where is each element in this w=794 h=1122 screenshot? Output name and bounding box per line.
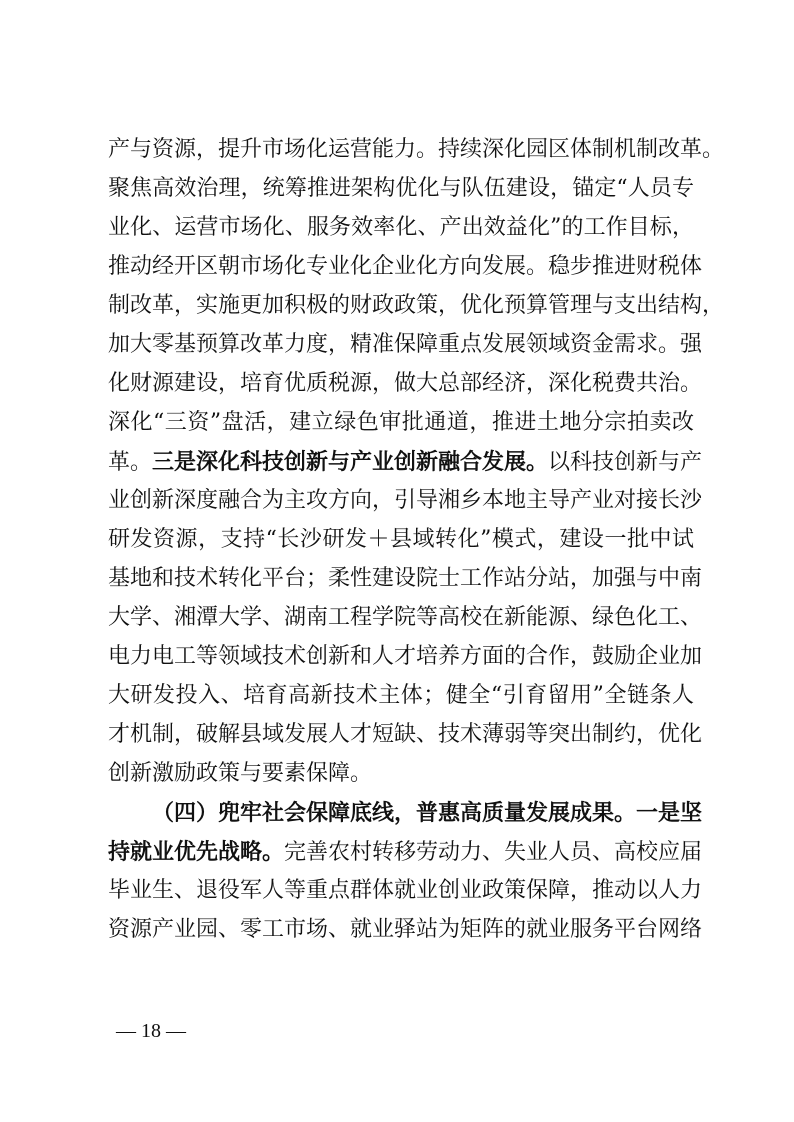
text-run: 创新激励政策与要素保障。 xyxy=(108,761,373,786)
text-run: 聚焦高效治理，统筹推进架构优化与队伍建设，锚定“人员专 xyxy=(108,176,694,201)
text-line xyxy=(108,527,694,553)
text-run: 研发资源，支持“长沙研发＋县域转化”模式，建设一批中试 xyxy=(108,527,694,552)
text-run: 才机制，破解县域发展人才短缺、技术薄弱等突出制约，优化 xyxy=(108,722,703,747)
text-run: 毕业生、退役军人等重点群体就业创业政策保障，推动以人力 xyxy=(108,878,703,903)
text-line xyxy=(108,644,703,670)
text-run: 电力电工等领域技术创新和人才培养方面的合作，鼓励企业加 xyxy=(108,644,703,669)
text-line xyxy=(108,293,725,319)
text-run: 大学、湘潭大学、湖南工程学院等高校在新能源、绿色化工、 xyxy=(108,605,703,630)
text-run: 化财源建设，培育优质税源，做大总部经济，深化税费共治。 xyxy=(108,371,703,396)
text-line xyxy=(108,839,703,866)
text-line xyxy=(108,371,703,397)
text-line xyxy=(108,449,703,476)
text-line xyxy=(108,878,703,904)
text-line xyxy=(108,332,703,358)
text-run: 业化、运营市场化、服务效率化、产出效益化”的工作目标， xyxy=(108,215,694,240)
text-line xyxy=(108,488,703,514)
text-run: 基地和技术转化平台；柔性建设院士工作站分站，加强与中南 xyxy=(108,566,703,591)
text-line xyxy=(108,761,694,787)
text-line xyxy=(108,137,725,163)
text-run: 资源产业园、零工市场、就业驿站为矩阵的就业服务平台网络 xyxy=(108,917,703,942)
text-line xyxy=(108,176,694,202)
text-line xyxy=(108,605,703,631)
text-run: 以科技创新与产 xyxy=(548,450,703,475)
text-run: 深化“三资”盘活，建立绿色审批通道，推进土地分宗拍卖改 xyxy=(108,410,694,435)
text-line xyxy=(108,917,703,943)
text-line xyxy=(108,722,703,748)
text-run: 完善农村转移劳动力、失业人员、高校应届 xyxy=(284,840,703,865)
text-line xyxy=(108,410,694,436)
text-line xyxy=(108,215,694,241)
bold-text-run: （四）兜牢社会保障底线，普惠高质量发展成果。一是坚 xyxy=(152,800,703,826)
text-run: 革。 xyxy=(108,450,153,475)
text-line xyxy=(152,800,703,827)
bold-text-run: 三是深化科技创新与产业创新融合发展。 xyxy=(152,449,549,475)
text-line xyxy=(108,254,703,280)
text-run: 大研发投入、培育高新技术主体；健全“引育留用”全链条人 xyxy=(108,683,694,708)
text-line xyxy=(108,566,703,592)
page-number: — 18 — xyxy=(116,1020,186,1042)
text-run: 推动经开区朝市场化专业化企业化方向发展。稳步推进财税体 xyxy=(108,254,703,279)
text-run: 制改革，实施更加积极的财政政策，优化预算管理与支出结构， xyxy=(108,293,725,318)
text-line xyxy=(108,683,694,709)
text-run: 业创新深度融合为主攻方向，引导湘乡本地主导产业对接长沙 xyxy=(108,488,703,513)
text-run: 产与资源，提升市场化运营能力。持续深化园区体制机制改革。 xyxy=(108,137,725,162)
bold-text-run: 持就业优先战略。 xyxy=(108,839,285,865)
text-run: 加大零基预算改革力度，精准保障重点发展领域资金需求。强 xyxy=(108,332,703,357)
